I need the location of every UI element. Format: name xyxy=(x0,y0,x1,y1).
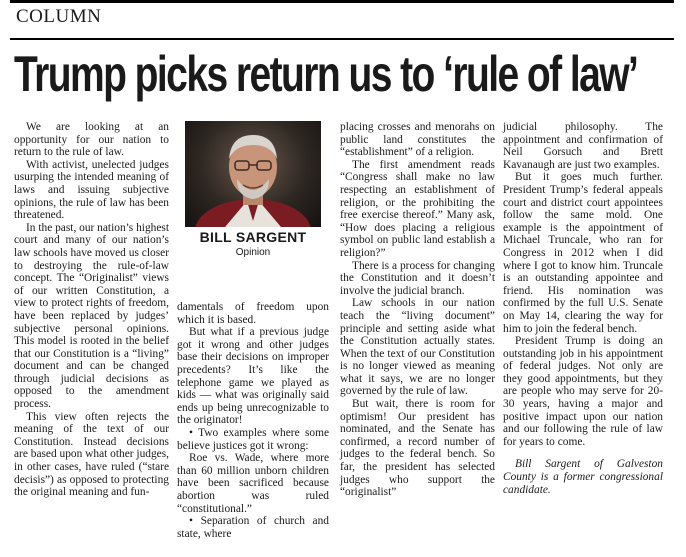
paragraph: But it goes much further. President Trump’s federal appeals court and district court appointees follow the same mold. One example is the appointment of Michael Truncale, who ran for Congress in 2012 when I did where I got to know him. Truncale is an outstanding appointee and friend. His nomination was confirmed by the full U.S. Senate on May 14, clearing the way for him to join the federal bench. xyxy=(503,171,663,335)
author-role: Opinion xyxy=(235,247,271,258)
article-column-2 xyxy=(177,301,329,540)
paragraph: We are looking at an opportunity for our nation to return to the rule of law. xyxy=(14,121,169,159)
paragraph: In the past, our nation’s highest court and many of our nation’s law schools have moved us closer to destroying the rule-of-law concept. The “Originalist” views of our written Constitution, a view to protect rights of freedom, have been replaced by judges’ subjective personal opinions. This model is rooted in the belief that our Constitution is a “living” document and can be changed through judicial decisions as opposed to the amendment process. xyxy=(14,221,169,411)
article-column-3 xyxy=(340,121,495,499)
paragraph: • Two examples where some believe justices got it wrong: xyxy=(177,426,329,452)
headline: Trump picks return us to ‘rule of law’ xyxy=(14,46,638,102)
paragraph: But what if a previous judge got it wrong and other judges base their decisions on improper precedents? It’s like the telephone game we played as kids — what was originally said ends up being unrecognizable to the originator! xyxy=(177,326,329,427)
section-label: COLUMN xyxy=(16,6,102,27)
paragraph: damentals of freedom upon which it is based. xyxy=(177,301,329,326)
author-name: BILL SARGENT xyxy=(199,229,307,245)
article-column-4 xyxy=(503,121,663,496)
paragraph: This view often rejects the meaning of the text of our Constitution. Instead decisions are based upon what other judges, in other cases, have ruled (“stare decisis”) as opposed to protecting the original meaning and fun- xyxy=(14,410,169,499)
paragraph: With activist, unelected judges usurping the intended meaning of laws and issuing subjective opinions, the rule of law has been threatened. xyxy=(14,158,169,222)
author-portrait-photo xyxy=(185,121,321,227)
paragraph: But wait, there is room for optimism! Our president has nominated, and the Senate has confirmed, a record number of judges to the federal bench. So far, the president has selected judges who support the “originalist” xyxy=(340,398,495,499)
section-divider xyxy=(10,38,674,40)
author-tagline xyxy=(503,458,663,496)
author-box xyxy=(177,121,329,295)
article-column-1 xyxy=(14,121,169,499)
paragraph: judicial philosophy. The appointment and confirmation of Neil Gorsuch and Brett Kavanaugh are just two examples. xyxy=(503,121,663,171)
paragraph: President Trump is doing an outstanding job in his appointment of federal judges. Not only are they good appointments, but they are people who may serve for 20-30 years, having a major and positive impact upon our nation and our following the rule of law for years to come. xyxy=(503,335,663,448)
tagline-text: Bill Sargent of Galveston County is a former congressional candidate. xyxy=(503,458,663,496)
portrait-icon xyxy=(185,121,321,227)
paragraph: The first amendment reads “Congress shall make no law respecting an establishment of religion, or the prohibiting the free exercise thereof.” Many ask, “How does placing a religious symbol on public land establish a religion?” xyxy=(340,158,495,259)
paragraph: Roe vs. Wade, where more than 60 million unborn children have been sacrificed because abortion was ruled “constitutional.” xyxy=(177,452,329,515)
paragraph: placing crosses and menorahs on public land constitutes the “establishment” of a religion. xyxy=(340,121,495,159)
paragraph: There is a process for changing the Constitution and it doesn’t involve the judicial branch. xyxy=(340,259,495,297)
paragraph: • Separation of church and state, where xyxy=(177,515,329,540)
paragraph: Law schools in our nation teach the “living document” principle and setting aside what the Constitution actually states. When the text of our Constitution is no longer viewed as meaning what it says, we are no longer governed by the rule of law. xyxy=(340,297,495,398)
top-rule xyxy=(10,0,674,3)
